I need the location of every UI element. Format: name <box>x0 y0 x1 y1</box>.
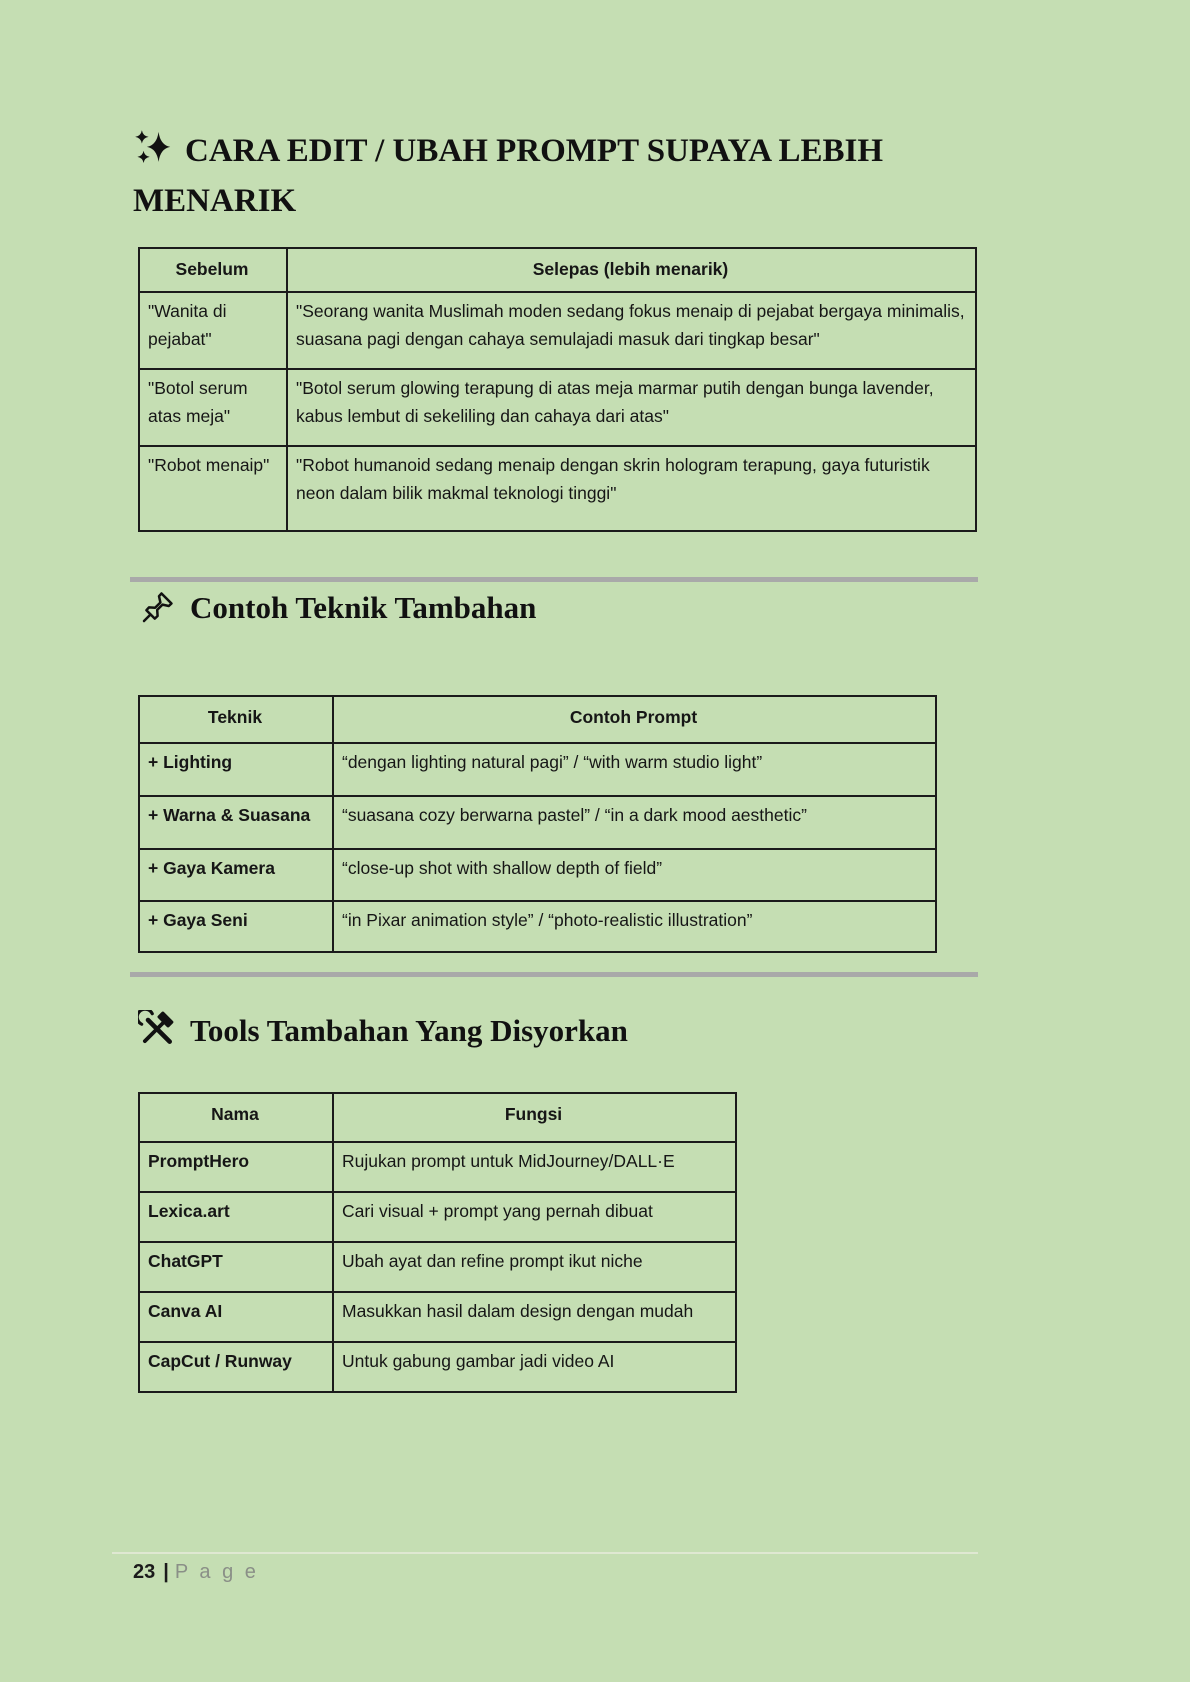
table-row <box>139 1192 736 1242</box>
section-title-contoh-teknik <box>140 585 536 638</box>
cell-prompt: “suasana cozy berwarna pastel” / “in a dark mood aesthetic” <box>333 796 936 849</box>
page-title <box>133 128 1093 223</box>
sparkles-icon <box>133 128 173 180</box>
cell-tool-function: Masukkan hasil dalam design dengan mudah <box>333 1292 736 1342</box>
hammer-wrench-icon <box>138 1010 176 1061</box>
table-row <box>139 1242 736 1292</box>
column-header-sebelum: Sebelum <box>139 248 287 292</box>
cell-after: "Botol serum glowing terapung di atas meja marmar putih dengan bunga lavender, kabus lembut di sekeliling dan cahaya dari atas" <box>287 369 976 446</box>
page-label: P a g e <box>174 1561 259 1583</box>
section-title-text: Tools Tambahan Yang Disyorkan <box>190 1013 628 1048</box>
pushpin-icon <box>140 589 176 638</box>
section-divider <box>130 972 978 977</box>
column-header-teknik: Teknik <box>139 696 333 743</box>
cell-before: "Robot menaip" <box>139 446 287 531</box>
column-header-contoh-prompt: Contoh Prompt <box>333 696 936 743</box>
page-footer <box>133 1561 259 1584</box>
cell-teknik: + Warna & Suasana <box>139 796 333 849</box>
cell-tool-name: Lexica.art <box>139 1192 333 1242</box>
cell-tool-function: Untuk gabung gambar jadi video AI <box>333 1342 736 1392</box>
column-header-selepas: Selepas (lebih menarik) <box>287 248 976 292</box>
table-row <box>139 292 976 369</box>
table-header-row <box>139 696 936 743</box>
section-title-tools <box>138 1008 628 1061</box>
cell-tool-function: Rujukan prompt untuk MidJourney/DALL·E <box>333 1142 736 1192</box>
table-row <box>139 743 936 796</box>
cell-tool-function: Cari visual + prompt yang pernah dibuat <box>333 1192 736 1242</box>
cell-prompt: “close-up shot with shallow depth of field” <box>333 849 936 901</box>
cell-before: "Wanita di pejabat" <box>139 292 287 369</box>
page-number: 23 <box>133 1561 156 1583</box>
teknik-table <box>138 695 937 953</box>
table-row <box>139 1142 736 1192</box>
table-row <box>139 1292 736 1342</box>
cell-before: "Botol serum atas meja" <box>139 369 287 446</box>
before-after-table <box>138 247 977 532</box>
table-row <box>139 446 976 531</box>
cell-prompt: “dengan lighting natural pagi” / “with warm studio light” <box>333 743 936 796</box>
table-row <box>139 901 936 952</box>
page-title-line1: CARA EDIT / UBAH PROMPT SUPAYA LEBIH <box>185 133 884 169</box>
cell-tool-name: CapCut / Runway <box>139 1342 333 1392</box>
cell-tool-name: Canva AI <box>139 1292 333 1342</box>
cell-tool-name: PromptHero <box>139 1142 333 1192</box>
cell-tool-function: Ubah ayat dan refine prompt ikut niche <box>333 1242 736 1292</box>
cell-after: "Seorang wanita Muslimah moden sedang fokus menaip di pejabat bergaya minimalis, suasana pagi dengan cahaya semulajadi masuk dari tingkap besar" <box>287 292 976 369</box>
cell-teknik: + Lighting <box>139 743 333 796</box>
cell-teknik: + Gaya Seni <box>139 901 333 952</box>
cell-prompt: “in Pixar animation style” / “photo-realistic illustration” <box>333 901 936 952</box>
cell-teknik: + Gaya Kamera <box>139 849 333 901</box>
section-title-text: Contoh Teknik Tambahan <box>190 590 537 625</box>
tools-table <box>138 1092 737 1393</box>
cell-after: "Robot humanoid sedang menaip dengan skrin hologram terapung, gaya futuristik neon dalam bilik makmal teknologi tinggi" <box>287 446 976 531</box>
footer-divider <box>112 1552 978 1554</box>
column-header-nama: Nama <box>139 1093 333 1142</box>
table-row <box>139 1342 736 1392</box>
table-row <box>139 369 976 446</box>
section-divider <box>130 577 978 582</box>
column-header-fungsi: Fungsi <box>333 1093 736 1142</box>
footer-separator: | <box>163 1561 169 1583</box>
table-header-row <box>139 1093 736 1142</box>
table-header-row <box>139 248 976 292</box>
page-title-line2: MENARIK <box>133 183 297 219</box>
table-row <box>139 796 936 849</box>
cell-tool-name: ChatGPT <box>139 1242 333 1292</box>
table-row <box>139 849 936 901</box>
